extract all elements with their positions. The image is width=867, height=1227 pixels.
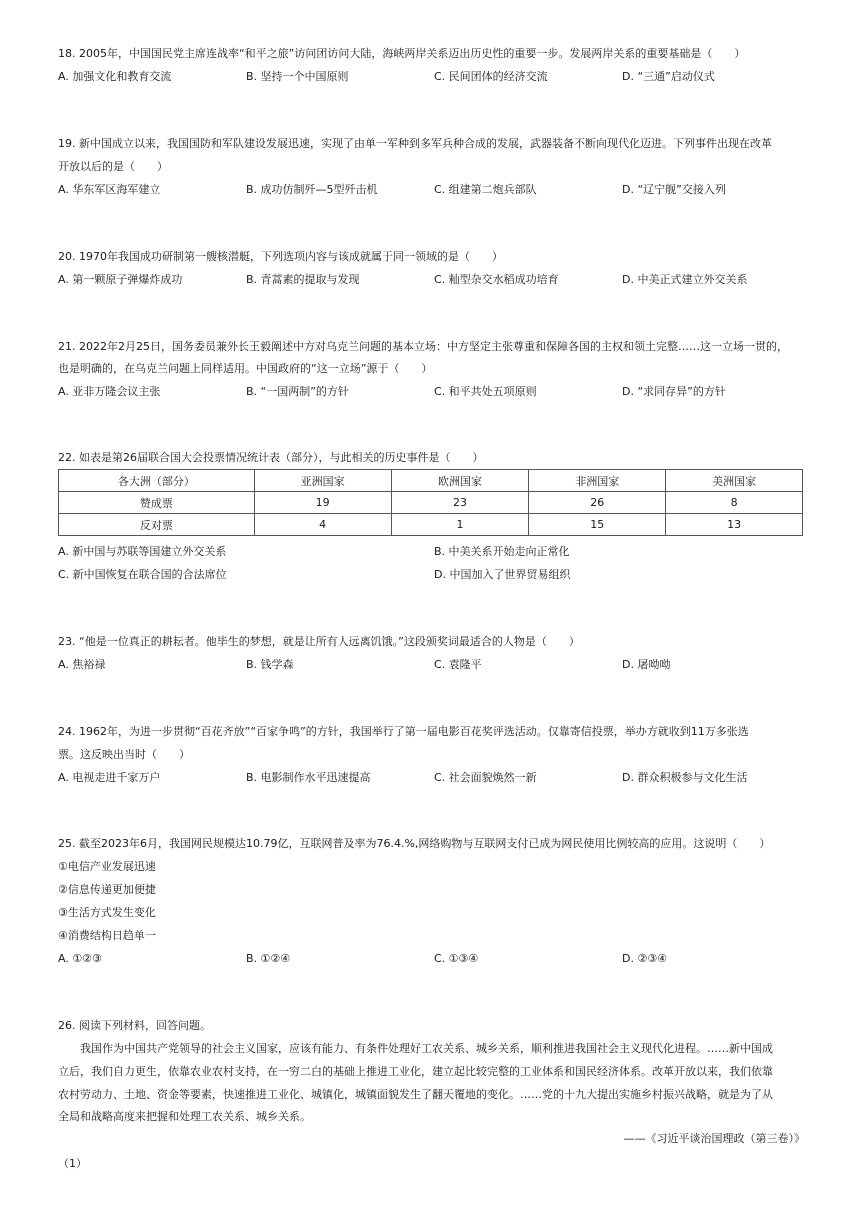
q19-option-a: A. 华东军区海军建立 (58, 183, 161, 196)
table-header-row (59, 470, 803, 492)
q21-stem-line1: 21. 2022年2月25日，国务委员兼外长王毅阐述中方对乌克兰问题的基本立场：中方坚定主张尊重和保障各国的主权和领土完整……这一立场一贯的， (58, 340, 788, 353)
q21-option-d: D. “求同存异”的方针 (622, 385, 726, 398)
q19-stem-line2: 开放以后的是（ ） (58, 160, 168, 173)
q23-option-b: B. 钱学森 (246, 658, 294, 671)
table-header-cell: 美洲国家 (666, 470, 803, 492)
q18-option-b: B. 坚持一个中国原则 (246, 70, 349, 83)
q25-option-a: A. ①②③ (58, 952, 102, 965)
q20-option-a: A. 第一颗原子弹爆炸成功 (58, 273, 183, 286)
q26-material-line1: 我国作为中国共产党领导的社会主义国家，应该有能力、有条件处理好工农关系、城乡关系，顺利推进我国社会主义现代化进程。……新中国成 (80, 1042, 773, 1055)
q25-item-2: ②信息传递更加便捷 (58, 883, 156, 896)
table-cell: 19 (254, 492, 391, 514)
table-header-cell: 非洲国家 (529, 470, 666, 492)
q22-option-b: B. 中美关系开始走向正常化 (434, 545, 570, 558)
q19-option-b: B. 成功仿制歼—5型歼击机 (246, 183, 378, 196)
q22-option-a: A. 新中国与苏联等国建立外交关系 (58, 545, 227, 558)
q18-option-c: C. 民间团体的经济交流 (434, 70, 548, 83)
q20-stem: 20. 1970年我国成功研制第一艘核潜艇，下列选项内容与该成就属于同一领域的是（ ） (58, 250, 503, 263)
q24-option-c: C. 社会面貌焕然一新 (434, 771, 537, 784)
q23-option-d: D. 屠呦呦 (622, 658, 671, 671)
q24-stem-line1: 24. 1962年，为进一步贯彻“百花齐放”“百家争鸣”的方针，我国举行了第一届电影百花奖评选活动。仅靠寄信投票，举办方就收到11万多张选 (58, 725, 749, 738)
table-cell: 4 (254, 514, 391, 536)
q18-option-a: A. 加强文化和教育交流 (58, 70, 172, 83)
q26-source-citation: ——《习近平谈治国理政（第三卷）》 (623, 1132, 805, 1145)
q25-option-c: C. ①③④ (434, 952, 479, 965)
table-cell: 23 (391, 492, 529, 514)
q23-option-a: A. 焦裕禄 (58, 658, 106, 671)
q25-item-3: ③生活方式发生变化 (58, 906, 156, 919)
q21-option-b: B. “一国两制”的方针 (246, 385, 349, 398)
q24-stem-line2: 票。这反映出当时（ ） (58, 748, 190, 761)
table-cell: 反对票 (59, 514, 255, 536)
table-cell: 26 (529, 492, 666, 514)
vote-statistics-table (58, 469, 803, 536)
q23-stem: 23. “他是一位真正的耕耘者。他毕生的梦想，就是让所有人远离饥饿。”这段颁奖词最适合的人物是（ ） (58, 635, 580, 648)
q26-material-line2: 立后，我们自力更生，依靠农业农村支持，在一穷二白的基础上推进工业化，建立起比较完整的工业体系和国民经济体系。改革开放以来，我们依靠 (58, 1065, 773, 1078)
table-row (59, 492, 803, 514)
table-cell: 15 (529, 514, 666, 536)
table-header-cell: 亚洲国家 (254, 470, 391, 492)
q25-option-b: B. ①②④ (246, 952, 291, 965)
table-cell: 8 (666, 492, 803, 514)
q24-option-b: B. 电影制作水平迅速提高 (246, 771, 371, 784)
q19-option-c: C. 组建第二炮兵部队 (434, 183, 537, 196)
q23-option-c: C. 袁隆平 (434, 658, 482, 671)
q25-item-1: ①电信产业发展迅速 (58, 860, 156, 873)
q21-option-a: A. 亚非万隆会议主张 (58, 385, 161, 398)
q19-stem-line1: 19. 新中国成立以来，我国国防和军队建设发展迅速，实现了由单一军种到多军兵种合成的发展，武器装备不断向现代化迈进。下列事件出现在改革 (58, 137, 772, 150)
table-header-cell: 欧洲国家 (391, 470, 529, 492)
q19-option-d: D. “辽宁舰”交接入列 (622, 183, 726, 196)
q20-option-d: D. 中美正式建立外交关系 (622, 273, 748, 286)
table-cell: 1 (391, 514, 529, 536)
q22-option-d: D. 中国加入了世界贸易组织 (434, 568, 571, 581)
q18-option-d: D. “三通”启动仪式 (622, 70, 715, 83)
q26-subquestion-1: （1） (58, 1157, 87, 1170)
table-row (59, 514, 803, 536)
q25-item-4: ④消费结构日趋单一 (58, 929, 156, 942)
q21-option-c: C. 和平共处五项原则 (434, 385, 537, 398)
q25-option-d: D. ②③④ (622, 952, 668, 965)
table-cell: 13 (666, 514, 803, 536)
table-cell: 赞成票 (59, 492, 255, 514)
q26-stem: 26. 阅读下列材料，回答问题。 (58, 1019, 211, 1032)
q20-option-c: C. 籼型杂交水稻成功培育 (434, 273, 559, 286)
q22-stem: 22. 如表是第26届联合国大会投票情况统计表（部分），与此相关的历史事件是（ ） (58, 451, 484, 464)
q21-stem-line2: 也是明确的，在乌克兰问题上同样适用。中国政府的“这一立场”源于（ ） (58, 362, 433, 375)
q20-option-b: B. 青蒿素的提取与发现 (246, 273, 360, 286)
q24-option-a: A. 电视走进千家万户 (58, 771, 161, 784)
q22-option-c: C. 新中国恢复在联合国的合法席位 (58, 568, 227, 581)
q24-option-d: D. 群众积极参与文化生活 (622, 771, 748, 784)
q26-material-line3: 农村劳动力、土地、资金等要素，快速推进工业化、城镇化，城镇面貌发生了翻天覆地的变化。……党的十九大提出实施乡村振兴战略，就是为了从 (58, 1088, 773, 1101)
table-header-cell: 各大洲（部分） (59, 470, 255, 492)
q25-stem: 25. 截至2023年6月，我国网民规模达10.79亿，互联网普及率为76.4.%,网络购物与互联网支付已成为网民使用比例较高的应用。这说明（ ） (58, 837, 771, 850)
q26-material-line4: 全局和战略高度来把握和处理工农关系、城乡关系。 (58, 1110, 311, 1123)
q18-stem: 18. 2005年，中国国民党主席连战率“和平之旅”访问团访问大陆，海峡两岸关系迈出历史性的重要一步。发展两岸关系的重要基础是（ ） (58, 47, 746, 60)
